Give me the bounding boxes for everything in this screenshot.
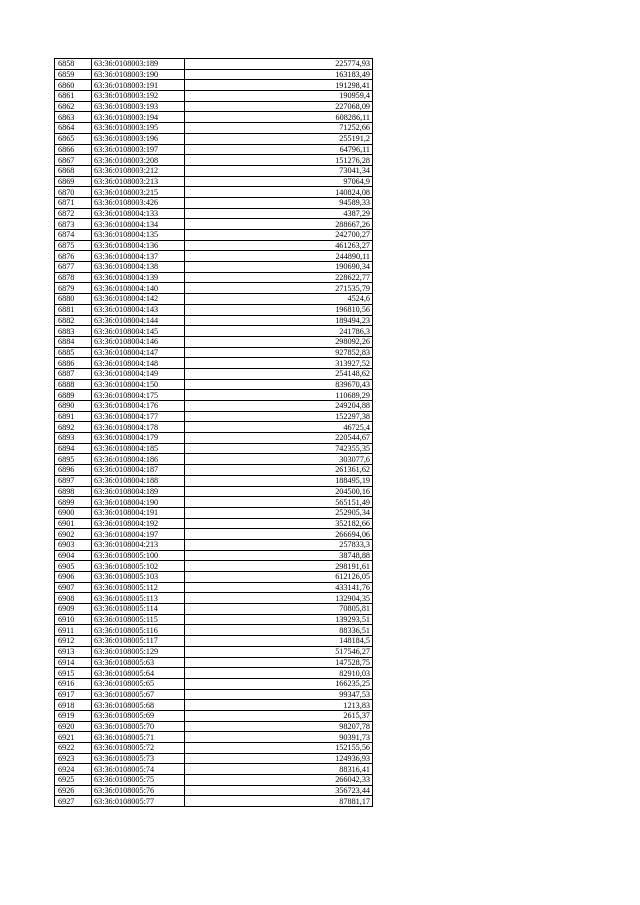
table-row [55, 176, 373, 187]
cadastral-value-cell: 1213,83 [185, 700, 373, 711]
cadastral-number-cell: 63:36:0108005:102 [92, 561, 185, 572]
cadastral-value-cell: 88316,41 [185, 764, 373, 775]
cadastral-number-cell: 63:36:0108004:142 [92, 294, 185, 305]
row-number-cell: 6879 [55, 283, 92, 294]
cadastral-value-cell: 124936,93 [185, 753, 373, 764]
cadastral-number-cell: 63:36:0108004:134 [92, 219, 185, 230]
row-number-cell: 6884 [55, 336, 92, 347]
cadastral-number-cell: 63:36:0108003:195 [92, 123, 185, 134]
row-number-cell: 6922 [55, 743, 92, 754]
table-row [55, 336, 373, 347]
row-number-cell: 6923 [55, 753, 92, 764]
row-number-cell: 6898 [55, 486, 92, 497]
table-row [55, 775, 373, 786]
cadastral-number-cell: 63:36:0108003:208 [92, 155, 185, 166]
table-row [55, 91, 373, 102]
cadastral-value-table [54, 58, 373, 807]
row-number-cell: 6875 [55, 240, 92, 251]
cadastral-value-cell: 2615,37 [185, 710, 373, 721]
row-number-cell: 6914 [55, 657, 92, 668]
cadastral-value-cell: 261361,62 [185, 465, 373, 476]
cadastral-number-cell: 63:36:0108004:189 [92, 486, 185, 497]
cadastral-number-cell: 63:36:0108004:187 [92, 465, 185, 476]
row-number-cell: 6904 [55, 550, 92, 561]
table-row [55, 80, 373, 91]
cadastral-number-cell: 63:36:0108003:212 [92, 165, 185, 176]
cadastral-value-cell: 298191,61 [185, 561, 373, 572]
cadastral-number-cell: 63:36:0108005:112 [92, 582, 185, 593]
cadastral-number-cell: 63:36:0108005:100 [92, 550, 185, 561]
cadastral-number-cell: 63:36:0108004:140 [92, 283, 185, 294]
table-row [55, 390, 373, 401]
row-number-cell: 6862 [55, 101, 92, 112]
table-row [55, 315, 373, 326]
table-row [55, 700, 373, 711]
cadastral-number-cell: 63:36:0108004:186 [92, 454, 185, 465]
cadastral-value-cell: 249204,88 [185, 401, 373, 412]
cadastral-value-cell: 608286,11 [185, 112, 373, 123]
cadastral-number-cell: 63:36:0108005:71 [92, 732, 185, 743]
table-row [55, 443, 373, 454]
cadastral-number-cell: 63:36:0108004:139 [92, 272, 185, 283]
table-row [55, 272, 373, 283]
row-number-cell: 6888 [55, 379, 92, 390]
cadastral-value-cell: 190959,4 [185, 91, 373, 102]
row-number-cell: 6897 [55, 475, 92, 486]
row-number-cell: 6893 [55, 433, 92, 444]
table-row [55, 347, 373, 358]
table-row [55, 326, 373, 337]
row-number-cell: 6916 [55, 678, 92, 689]
cadastral-value-cell: 225774,93 [185, 59, 373, 70]
table-row [55, 539, 373, 550]
cadastral-value-cell: 565151,49 [185, 497, 373, 508]
row-number-cell: 6921 [55, 732, 92, 743]
table-row [55, 379, 373, 390]
table-row [55, 187, 373, 198]
cadastral-value-cell: 46725,4 [185, 422, 373, 433]
cadastral-value-cell: 140824,08 [185, 187, 373, 198]
cadastral-value-cell: 139293,51 [185, 614, 373, 625]
cadastral-number-cell: 63:36:0108003:215 [92, 187, 185, 198]
row-number-cell: 6874 [55, 230, 92, 241]
cadastral-number-cell: 63:36:0108005:70 [92, 721, 185, 732]
cadastral-number-cell: 63:36:0108004:138 [92, 262, 185, 273]
cadastral-number-cell: 63:36:0108004:213 [92, 539, 185, 550]
cadastral-number-cell: 63:36:0108005:77 [92, 796, 185, 807]
table-row [55, 604, 373, 615]
table-row [55, 283, 373, 294]
table-row [55, 208, 373, 219]
table-row [55, 69, 373, 80]
cadastral-value-cell: 82910,03 [185, 668, 373, 679]
cadastral-value-cell: 228622,77 [185, 272, 373, 283]
table-row [55, 625, 373, 636]
row-number-cell: 6863 [55, 112, 92, 123]
row-number-cell: 6905 [55, 561, 92, 572]
row-number-cell: 6910 [55, 614, 92, 625]
row-number-cell: 6859 [55, 69, 92, 80]
row-number-cell: 6920 [55, 721, 92, 732]
cadastral-value-cell: 97064,9 [185, 176, 373, 187]
cadastral-number-cell: 63:36:0108004:190 [92, 497, 185, 508]
cadastral-value-cell: 132904,35 [185, 593, 373, 604]
table-row [55, 796, 373, 807]
cadastral-value-cell: 90391,73 [185, 732, 373, 743]
cadastral-value-cell: 189494,23 [185, 315, 373, 326]
row-number-cell: 6877 [55, 262, 92, 273]
row-number-cell: 6900 [55, 507, 92, 518]
row-number-cell: 6864 [55, 123, 92, 134]
row-number-cell: 6915 [55, 668, 92, 679]
cadastral-value-cell: 433141,76 [185, 582, 373, 593]
table-row [55, 133, 373, 144]
cadastral-value-cell: 252905,34 [185, 507, 373, 518]
row-number-cell: 6889 [55, 390, 92, 401]
table-row [55, 165, 373, 176]
cadastral-number-cell: 63:36:0108004:145 [92, 326, 185, 337]
table-row [55, 764, 373, 775]
cadastral-value-cell: 4524,6 [185, 294, 373, 305]
table-row [55, 646, 373, 657]
table-row [55, 411, 373, 422]
cadastral-value-cell: 64796,11 [185, 144, 373, 155]
cadastral-number-cell: 63:36:0108005:65 [92, 678, 185, 689]
table-row [55, 486, 373, 497]
cadastral-value-cell: 70805,81 [185, 604, 373, 615]
cadastral-number-cell: 63:36:0108005:129 [92, 646, 185, 657]
cadastral-value-cell: 244890,11 [185, 251, 373, 262]
table-row [55, 550, 373, 561]
row-number-cell: 6876 [55, 251, 92, 262]
table-row [55, 561, 373, 572]
cadastral-number-cell: 63:36:0108004:135 [92, 230, 185, 241]
cadastral-number-cell: 63:36:0108004:179 [92, 433, 185, 444]
row-number-cell: 6899 [55, 497, 92, 508]
cadastral-value-cell: 839670,43 [185, 379, 373, 390]
table-body [55, 59, 373, 807]
cadastral-value-cell: 204500,16 [185, 486, 373, 497]
table-row [55, 59, 373, 70]
row-number-cell: 6911 [55, 625, 92, 636]
cadastral-value-cell: 191298,41 [185, 80, 373, 91]
cadastral-value-cell: 71252,66 [185, 123, 373, 134]
table-row [55, 497, 373, 508]
cadastral-number-cell: 63:36:0108004:150 [92, 379, 185, 390]
cadastral-value-cell: 257833,3 [185, 539, 373, 550]
row-number-cell: 6858 [55, 59, 92, 70]
row-number-cell: 6870 [55, 187, 92, 198]
row-number-cell: 6869 [55, 176, 92, 187]
row-number-cell: 6902 [55, 529, 92, 540]
table-row [55, 155, 373, 166]
cadastral-number-cell: 63:36:0108003:190 [92, 69, 185, 80]
table-row [55, 743, 373, 754]
row-number-cell: 6890 [55, 401, 92, 412]
table-row [55, 465, 373, 476]
cadastral-value-cell: 220544,67 [185, 433, 373, 444]
table-row [55, 753, 373, 764]
cadastral-value-cell: 87881,17 [185, 796, 373, 807]
cadastral-value-cell: 196810,56 [185, 304, 373, 315]
table-row [55, 678, 373, 689]
row-number-cell: 6887 [55, 368, 92, 379]
cadastral-value-cell: 288667,26 [185, 219, 373, 230]
cadastral-value-cell: 255191,2 [185, 133, 373, 144]
row-number-cell: 6860 [55, 80, 92, 91]
cadastral-value-cell: 227068,09 [185, 101, 373, 112]
table-row [55, 668, 373, 679]
table-row [55, 197, 373, 208]
row-number-cell: 6873 [55, 219, 92, 230]
cadastral-value-cell: 148184,5 [185, 636, 373, 647]
cadastral-number-cell: 63:36:0108005:73 [92, 753, 185, 764]
table-row [55, 144, 373, 155]
cadastral-number-cell: 63:36:0108004:137 [92, 251, 185, 262]
cadastral-value-cell: 163183,49 [185, 69, 373, 80]
row-number-cell: 6907 [55, 582, 92, 593]
cadastral-number-cell: 63:36:0108004:176 [92, 401, 185, 412]
cadastral-value-cell: 190690,34 [185, 262, 373, 273]
cadastral-value-cell: 254148,62 [185, 368, 373, 379]
cadastral-number-cell: 63:36:0108004:191 [92, 507, 185, 518]
cadastral-number-cell: 63:36:0108004:188 [92, 475, 185, 486]
cadastral-value-cell: 927852,83 [185, 347, 373, 358]
table-row [55, 657, 373, 668]
cadastral-number-cell: 63:36:0108004:178 [92, 422, 185, 433]
row-number-cell: 6892 [55, 422, 92, 433]
cadastral-value-cell: 152297,38 [185, 411, 373, 422]
row-number-cell: 6924 [55, 764, 92, 775]
row-number-cell: 6903 [55, 539, 92, 550]
cadastral-number-cell: 63:36:0108004:147 [92, 347, 185, 358]
table-row [55, 582, 373, 593]
cadastral-number-cell: 63:36:0108005:113 [92, 593, 185, 604]
cadastral-value-cell: 151276,28 [185, 155, 373, 166]
cadastral-value-cell: 356723,44 [185, 785, 373, 796]
table-row [55, 454, 373, 465]
cadastral-number-cell: 63:36:0108005:114 [92, 604, 185, 615]
row-number-cell: 6927 [55, 796, 92, 807]
row-number-cell: 6894 [55, 443, 92, 454]
cadastral-value-cell: 110689,29 [185, 390, 373, 401]
cadastral-value-cell: 298092,26 [185, 336, 373, 347]
table-row [55, 689, 373, 700]
row-number-cell: 6896 [55, 465, 92, 476]
cadastral-number-cell: 63:36:0108003:193 [92, 101, 185, 112]
cadastral-number-cell: 63:36:0108005:75 [92, 775, 185, 786]
cadastral-number-cell: 63:36:0108004:143 [92, 304, 185, 315]
table-row [55, 593, 373, 604]
cadastral-number-cell: 63:36:0108004:136 [92, 240, 185, 251]
row-number-cell: 6880 [55, 294, 92, 305]
cadastral-number-cell: 63:36:0108003:192 [92, 91, 185, 102]
cadastral-value-cell: 303077,6 [185, 454, 373, 465]
table-row [55, 636, 373, 647]
cadastral-value-cell: 88336,51 [185, 625, 373, 636]
row-number-cell: 6866 [55, 144, 92, 155]
cadastral-number-cell: 63:36:0108005:64 [92, 668, 185, 679]
table-row [55, 251, 373, 262]
cadastral-value-cell: 461263,27 [185, 240, 373, 251]
cadastral-number-cell: 63:36:0108003:189 [92, 59, 185, 70]
row-number-cell: 6908 [55, 593, 92, 604]
cadastral-value-cell: 73041,34 [185, 165, 373, 176]
row-number-cell: 6913 [55, 646, 92, 657]
cadastral-number-cell: 63:36:0108004:192 [92, 518, 185, 529]
cadastral-value-cell: 152155,56 [185, 743, 373, 754]
table-row [55, 123, 373, 134]
table-row [55, 507, 373, 518]
table-row [55, 614, 373, 625]
row-number-cell: 6925 [55, 775, 92, 786]
cadastral-value-cell: 266042,33 [185, 775, 373, 786]
table-row [55, 358, 373, 369]
cadastral-value-cell: 38748,88 [185, 550, 373, 561]
cadastral-number-cell: 63:36:0108003:197 [92, 144, 185, 155]
row-number-cell: 6883 [55, 326, 92, 337]
cadastral-number-cell: 63:36:0108004:197 [92, 529, 185, 540]
cadastral-number-cell: 63:36:0108005:63 [92, 657, 185, 668]
cadastral-number-cell: 63:36:0108005:69 [92, 710, 185, 721]
row-number-cell: 6895 [55, 454, 92, 465]
table-row [55, 294, 373, 305]
cadastral-value-cell: 241786,3 [185, 326, 373, 337]
cadastral-number-cell: 63:36:0108004:144 [92, 315, 185, 326]
row-number-cell: 6912 [55, 636, 92, 647]
cadastral-value-cell: 271535,79 [185, 283, 373, 294]
table-row [55, 112, 373, 123]
row-number-cell: 6909 [55, 604, 92, 615]
row-number-cell: 6886 [55, 358, 92, 369]
cadastral-value-cell: 98207,78 [185, 721, 373, 732]
table-row [55, 529, 373, 540]
table-row [55, 785, 373, 796]
row-number-cell: 6865 [55, 133, 92, 144]
cadastral-value-cell: 742355,35 [185, 443, 373, 454]
cadastral-number-cell: 63:36:0108004:146 [92, 336, 185, 347]
row-number-cell: 6891 [55, 411, 92, 422]
row-number-cell: 6917 [55, 689, 92, 700]
row-number-cell: 6926 [55, 785, 92, 796]
table-row [55, 433, 373, 444]
row-number-cell: 6867 [55, 155, 92, 166]
cadastral-value-cell: 242700,27 [185, 230, 373, 241]
cadastral-value-cell: 352182,66 [185, 518, 373, 529]
cadastral-number-cell: 63:36:0108004:149 [92, 368, 185, 379]
cadastral-value-cell: 94589,33 [185, 197, 373, 208]
row-number-cell: 6861 [55, 91, 92, 102]
row-number-cell: 6918 [55, 700, 92, 711]
cadastral-value-cell: 99347,53 [185, 689, 373, 700]
row-number-cell: 6872 [55, 208, 92, 219]
row-number-cell: 6906 [55, 572, 92, 583]
table-row [55, 304, 373, 315]
table-row [55, 518, 373, 529]
cadastral-number-cell: 63:36:0108004:175 [92, 390, 185, 401]
table-row [55, 101, 373, 112]
cadastral-value-cell: 147528,75 [185, 657, 373, 668]
cadastral-number-cell: 63:36:0108003:191 [92, 80, 185, 91]
row-number-cell: 6878 [55, 272, 92, 283]
cadastral-number-cell: 63:36:0108005:74 [92, 764, 185, 775]
cadastral-number-cell: 63:36:0108003:194 [92, 112, 185, 123]
cadastral-number-cell: 63:36:0108003:426 [92, 197, 185, 208]
table-row [55, 230, 373, 241]
cadastral-number-cell: 63:36:0108005:72 [92, 743, 185, 754]
cadastral-value-cell: 266694,06 [185, 529, 373, 540]
cadastral-number-cell: 63:36:0108004:185 [92, 443, 185, 454]
table-row [55, 422, 373, 433]
row-number-cell: 6919 [55, 710, 92, 721]
row-number-cell: 6881 [55, 304, 92, 315]
table-row [55, 262, 373, 273]
table-row [55, 219, 373, 230]
cadastral-number-cell: 63:36:0108005:116 [92, 625, 185, 636]
table-row [55, 368, 373, 379]
cadastral-value-cell: 188495,19 [185, 475, 373, 486]
cadastral-number-cell: 63:36:0108003:196 [92, 133, 185, 144]
cadastral-number-cell: 63:36:0108005:103 [92, 572, 185, 583]
table-row [55, 732, 373, 743]
cadastral-number-cell: 63:36:0108005:76 [92, 785, 185, 796]
row-number-cell: 6901 [55, 518, 92, 529]
cadastral-value-cell: 166235,25 [185, 678, 373, 689]
cadastral-value-cell: 517546,27 [185, 646, 373, 657]
cadastral-number-cell: 63:36:0108005:115 [92, 614, 185, 625]
cadastral-number-cell: 63:36:0108004:148 [92, 358, 185, 369]
cadastral-number-cell: 63:36:0108004:133 [92, 208, 185, 219]
table-row [55, 475, 373, 486]
row-number-cell: 6885 [55, 347, 92, 358]
cadastral-value-cell: 313927,52 [185, 358, 373, 369]
table-row [55, 240, 373, 251]
cadastral-number-cell: 63:36:0108005:117 [92, 636, 185, 647]
row-number-cell: 6882 [55, 315, 92, 326]
row-number-cell: 6868 [55, 165, 92, 176]
table-row [55, 721, 373, 732]
cadastral-number-cell: 63:36:0108004:177 [92, 411, 185, 422]
cadastral-value-cell: 612126,05 [185, 572, 373, 583]
cadastral-number-cell: 63:36:0108003:213 [92, 176, 185, 187]
cadastral-number-cell: 63:36:0108005:67 [92, 689, 185, 700]
cadastral-value-cell: 4387,29 [185, 208, 373, 219]
cadastral-number-cell: 63:36:0108005:68 [92, 700, 185, 711]
row-number-cell: 6871 [55, 197, 92, 208]
table-row [55, 401, 373, 412]
table-row [55, 710, 373, 721]
table-row [55, 572, 373, 583]
